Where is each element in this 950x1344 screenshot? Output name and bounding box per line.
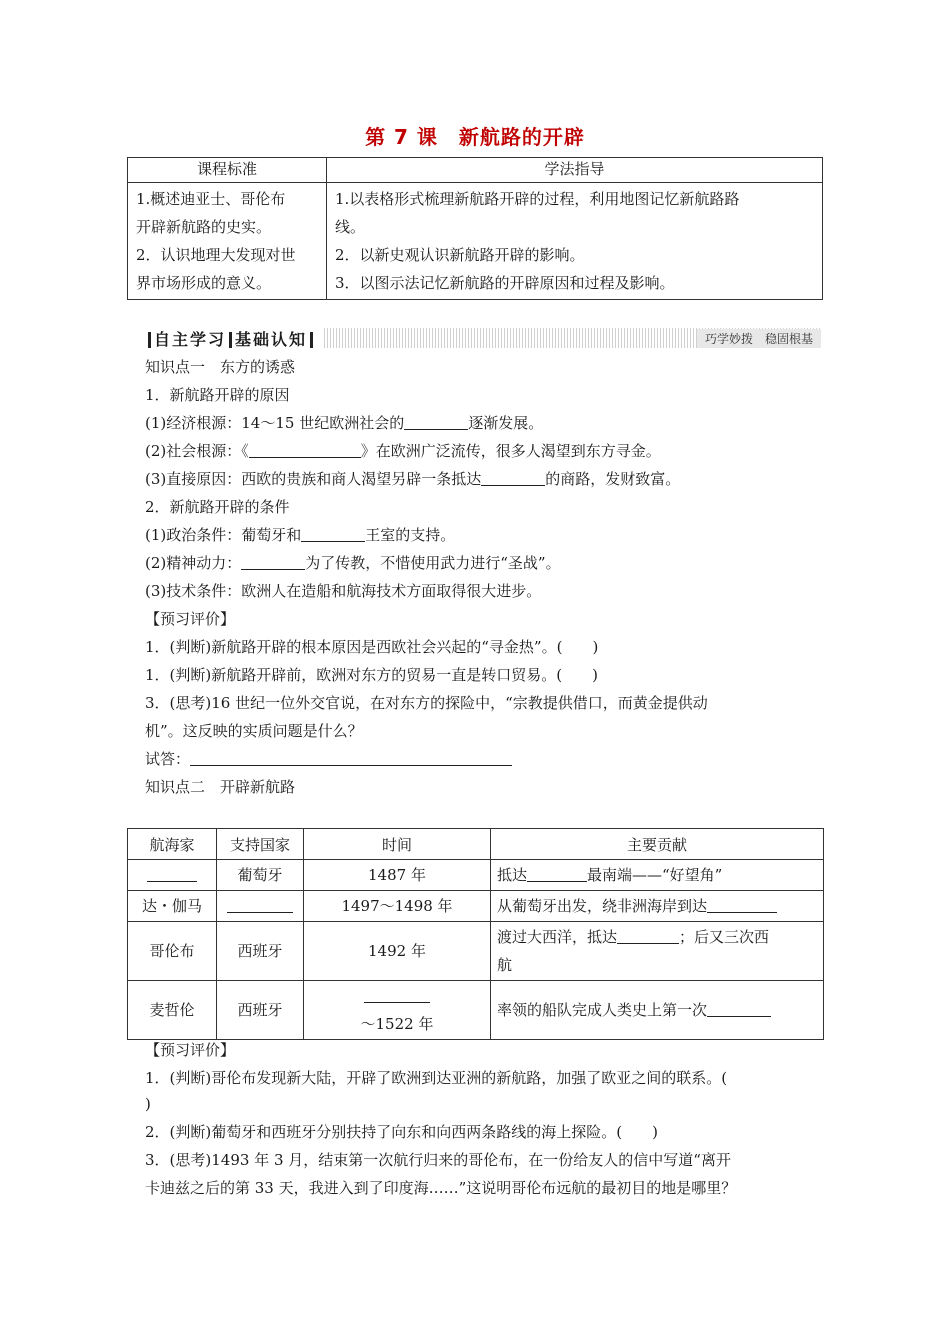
col-header: 时间 [304, 829, 491, 860]
cell-time: 1497～1498 年 [304, 891, 491, 922]
cell-time: ～1522 年 [304, 981, 491, 1040]
col-header: 航海家 [128, 829, 217, 860]
cell-name: 哥伦布 [128, 922, 217, 981]
cell-contribution: 抵达 最南端——“好望角” [491, 860, 824, 891]
method-line: 1.以表格形式梳理新航路开辟的过程，利用地图记忆新航路路 [335, 190, 740, 208]
cell-time: 1487 年 [304, 860, 491, 891]
table-row [128, 891, 824, 922]
question: 1．(判断)新航路开辟的根本原因是西欧社会兴起的“寻金热”。( ) [145, 638, 599, 656]
question: 3．(思考)16 世纪一位外交官说，在对东方的探险中，“宗教提供借口，而黄金提供动 [145, 694, 708, 712]
text-line: (1)经济根源：14～15 世纪欧洲社会的 逐渐发展。 [145, 414, 544, 432]
section-banner [145, 328, 821, 348]
method-line: 线。 [335, 218, 366, 236]
fill-blank[interactable] [227, 898, 293, 913]
question: 卡迪兹之后的第 33 天，我进入到了印度海……”这说明哥伦布远航的最初目的地是哪里？ [145, 1179, 737, 1197]
fill-blank[interactable] [147, 867, 197, 882]
divider [229, 332, 232, 348]
cell-contribution: 渡过大西洋，抵达 ；后又三次西 航 [491, 922, 824, 981]
subheading: 1．新航路开辟的原因 [145, 386, 290, 404]
question: ) [145, 1095, 151, 1113]
divider [310, 332, 313, 348]
cell-country: 西班牙 [217, 981, 304, 1040]
answer-blank[interactable] [190, 751, 512, 766]
method-cell [327, 183, 823, 300]
header-standards: 课程标准 [128, 158, 327, 183]
standards-table [127, 157, 823, 300]
cell-country [217, 891, 304, 922]
table-row [128, 981, 824, 1040]
cell-contribution: 从葡萄牙出发，绕非洲海岸到达 [491, 891, 824, 922]
table-row [128, 860, 824, 891]
subheading: 2．新航路开辟的条件 [145, 498, 290, 516]
std-line: 1.概述迪亚士、哥伦布 [136, 190, 286, 208]
cell-name: 达・伽马 [128, 891, 217, 922]
question: 1．(判断)新航路开辟前，欧洲对东方的贸易一直是转口贸易。( ) [145, 666, 598, 684]
fill-blank[interactable] [707, 898, 777, 913]
text-line: (2)精神动力： 为了传教，不惜使用武力进行“圣战”。 [145, 554, 561, 572]
standards-cell [128, 183, 327, 300]
text-line: (3)直接原因：西欧的贵族和商人渴望另辟一条抵达 的商路，发财致富。 [145, 470, 681, 488]
table-row [128, 922, 824, 981]
fill-blank[interactable] [481, 471, 545, 486]
fill-blank[interactable] [364, 988, 430, 1003]
banner-right: 巧学妙拨 稳固根基 [697, 329, 821, 348]
divider [148, 332, 151, 348]
section1-heading: 知识点一 东方的诱惑 [145, 358, 296, 376]
question: 1．(判断)哥伦布发现新大陆，开辟了欧洲到达亚洲的新航路，加强了欧亚之间的联系。( [145, 1069, 728, 1087]
std-line: 2．认识地理大发现对世 [136, 246, 296, 264]
text-line: (1)政治条件：葡萄牙和 王室的支持。 [145, 526, 456, 544]
cell-country: 葡萄牙 [217, 860, 304, 891]
cell-name: 麦哲伦 [128, 981, 217, 1040]
question: 机”。这反映的实质问题是什么？ [145, 722, 363, 740]
cell-country: 西班牙 [217, 922, 304, 981]
col-header: 主要贡献 [491, 829, 824, 860]
text-line: (3)技术条件：欧洲人在造船和航海技术方面取得很大进步。 [145, 582, 542, 600]
navigators-table [127, 828, 824, 1040]
banner-basics: 基础认知 [235, 329, 308, 349]
fill-blank[interactable] [527, 867, 587, 882]
fill-blank[interactable] [241, 555, 305, 570]
eval-heading: 【预习评价】 [145, 1041, 236, 1059]
section2-heading: 知识点二 开辟新航路 [145, 778, 296, 796]
fill-blank[interactable] [301, 527, 365, 542]
cell-contribution: 率领的船队完成人类史上第一次 [491, 981, 824, 1040]
method-line: 2．以新史观认识新航路开辟的影响。 [335, 246, 585, 264]
banner-self-study: 自主学习 [154, 329, 227, 349]
method-line: 3．以图示法记忆新航路的开辟原因和过程及影响。 [335, 274, 675, 292]
fill-blank[interactable] [249, 443, 361, 458]
std-line: 界市场形成的意义。 [136, 274, 272, 292]
header-method: 学法指导 [327, 158, 823, 183]
question: 2．(判断)葡萄牙和西班牙分别扶持了向东和向西两条路线的海上探险。( ) [145, 1123, 658, 1141]
fill-blank[interactable] [617, 929, 679, 944]
fill-blank[interactable] [404, 415, 468, 430]
cell-time: 1492 年 [304, 922, 491, 981]
question: 3．(思考)1493 年 3 月，结束第一次航行归来的哥伦布，在一份给友人的信中写道“离开 [145, 1151, 731, 1169]
answer-line: 试答： [145, 749, 825, 769]
col-header: 支持国家 [217, 829, 304, 860]
lesson-title: 第 7 课 新航路的开辟 [365, 125, 585, 149]
text-line: (2)社会根源：《 》在欧洲广泛流传，很多人渴望到东方寻金。 [145, 442, 661, 460]
fill-blank[interactable] [707, 1002, 771, 1017]
cell-name [128, 860, 217, 891]
eval-heading: 【预习评价】 [145, 610, 236, 628]
banner-left [145, 327, 324, 350]
std-line: 开辟新航路的史实。 [136, 218, 272, 236]
